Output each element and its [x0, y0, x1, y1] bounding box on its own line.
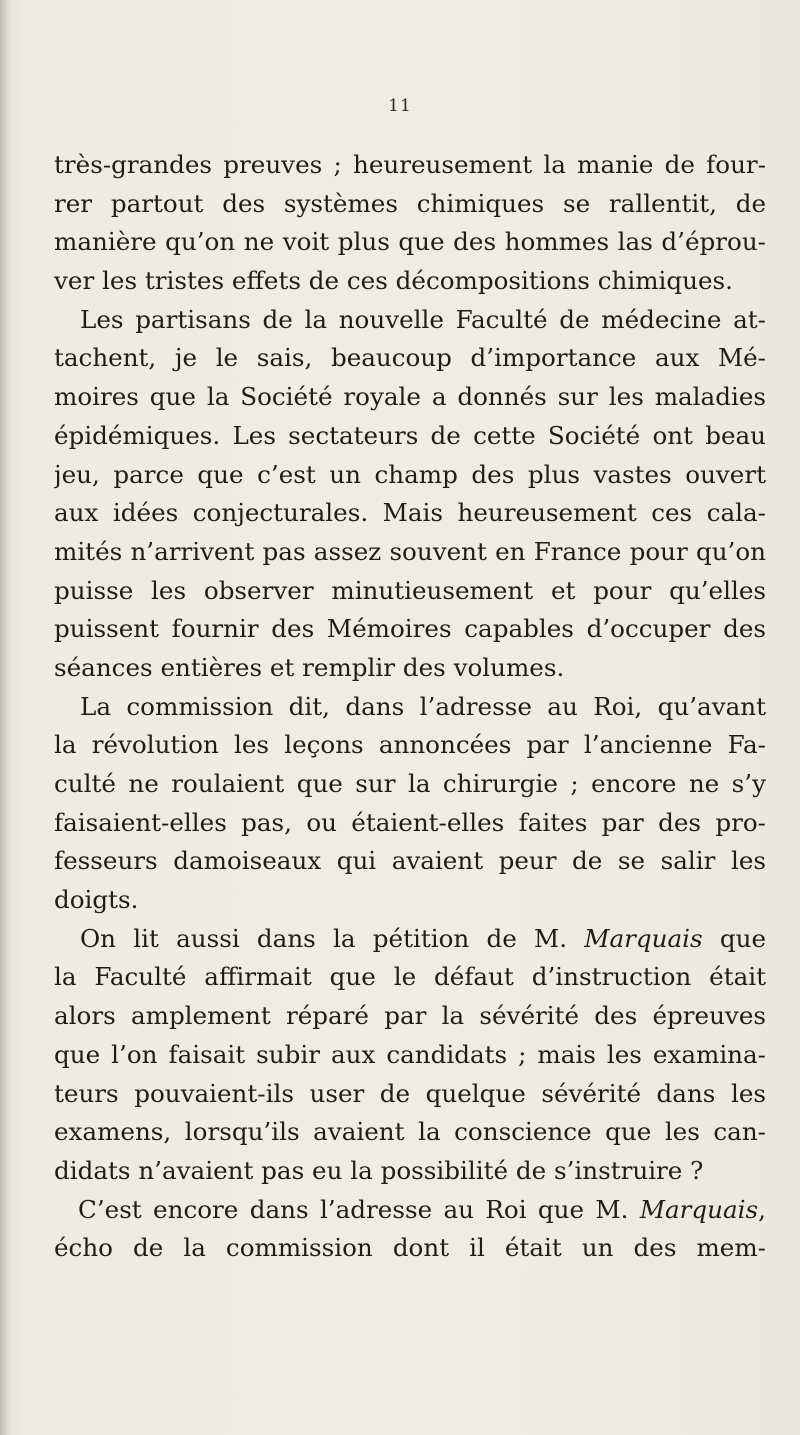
binding-edge — [0, 0, 10, 1435]
text-line: manière qu’on ne voit plus que des hommes las d’éprou- — [54, 227, 766, 257]
text-line — [54, 920, 766, 959]
text-segment: , — [758, 1194, 766, 1224]
text-segment: C’est encore dans l’adresse au Roi que M. — [78, 1194, 629, 1224]
text-line: moires que la Société royale a donnés sur les maladies — [54, 382, 766, 412]
text-line: la révolution les leçons annoncées par l’ancienne Fa- — [54, 730, 766, 760]
text-line: la Faculté affirmait que le défaut d’instruction était — [54, 962, 766, 992]
text-line: aux idées conjecturales. Mais heureusement ces cala- — [54, 498, 766, 528]
text-segment: que — [719, 923, 766, 953]
text-line: tachent, je le sais, beaucoup d’importance aux Mé- — [54, 343, 766, 373]
text-line: très-grandes preuves ; heureusement la manie de four- — [54, 150, 766, 179]
text-line: jeu, parce que c’est un champ des plus vastes ouvert — [54, 459, 766, 489]
text-line: que l’on faisait subir aux candidats ; mais les examina- — [54, 1039, 766, 1069]
text-segment: On lit aussi dans la pétition de M. — [80, 923, 568, 953]
text-line: faisaient-elles pas, ou étaient-elles faites par des pro- — [54, 807, 766, 837]
text-line: ver les tristes effets de ces décompositions chimiques. — [54, 266, 733, 296]
text-line: rer partout des systèmes chimiques se rallentit, de — [54, 188, 766, 218]
text-line: écho de la commission dont il était un des mem- — [54, 1233, 766, 1263]
italic-name: Marquais — [584, 923, 703, 953]
text-line: séances entières et remplir des volumes. — [54, 652, 565, 682]
text-line: alors amplement réparé par la sévérité des épreuves — [54, 1001, 766, 1031]
text-line: examens, lorsqu’ils avaient la conscience que les can- — [54, 1117, 766, 1147]
text-line: culté ne roulaient que sur la chirurgie ; encore ne s’y — [54, 769, 766, 798]
text-line: teurs pouvaient-ils user de quelque sévérité dans les — [54, 1078, 766, 1108]
italic-name: Marquais — [639, 1194, 759, 1224]
page-number: 11 — [388, 96, 412, 116]
text-line: épidémiques. Les sectateurs de cette Société ont beau — [54, 420, 766, 450]
text-line: puisse les observer minutieusement et pour qu’elles — [54, 575, 766, 605]
text-line: mités n’arrivent pas assez souvent en France pour qu’on — [54, 536, 766, 566]
text-line — [54, 1191, 766, 1230]
text-line: La commission dit, dans l’adresse au Roi, qu’avant — [80, 691, 766, 721]
text-line: fesseurs damoiseaux qui avaient peur de se salir les — [54, 846, 766, 876]
text-line: doigts. — [54, 885, 139, 915]
body-text — [54, 146, 766, 1268]
text-line: Les partisans de la nouvelle Faculté de médecine at- — [80, 304, 766, 334]
text-line: puissent fournir des Mémoires capables d’occuper des — [54, 614, 766, 644]
text-line: didats n’avaient pas eu la possibilité de s’instruire ? — [54, 1155, 704, 1185]
